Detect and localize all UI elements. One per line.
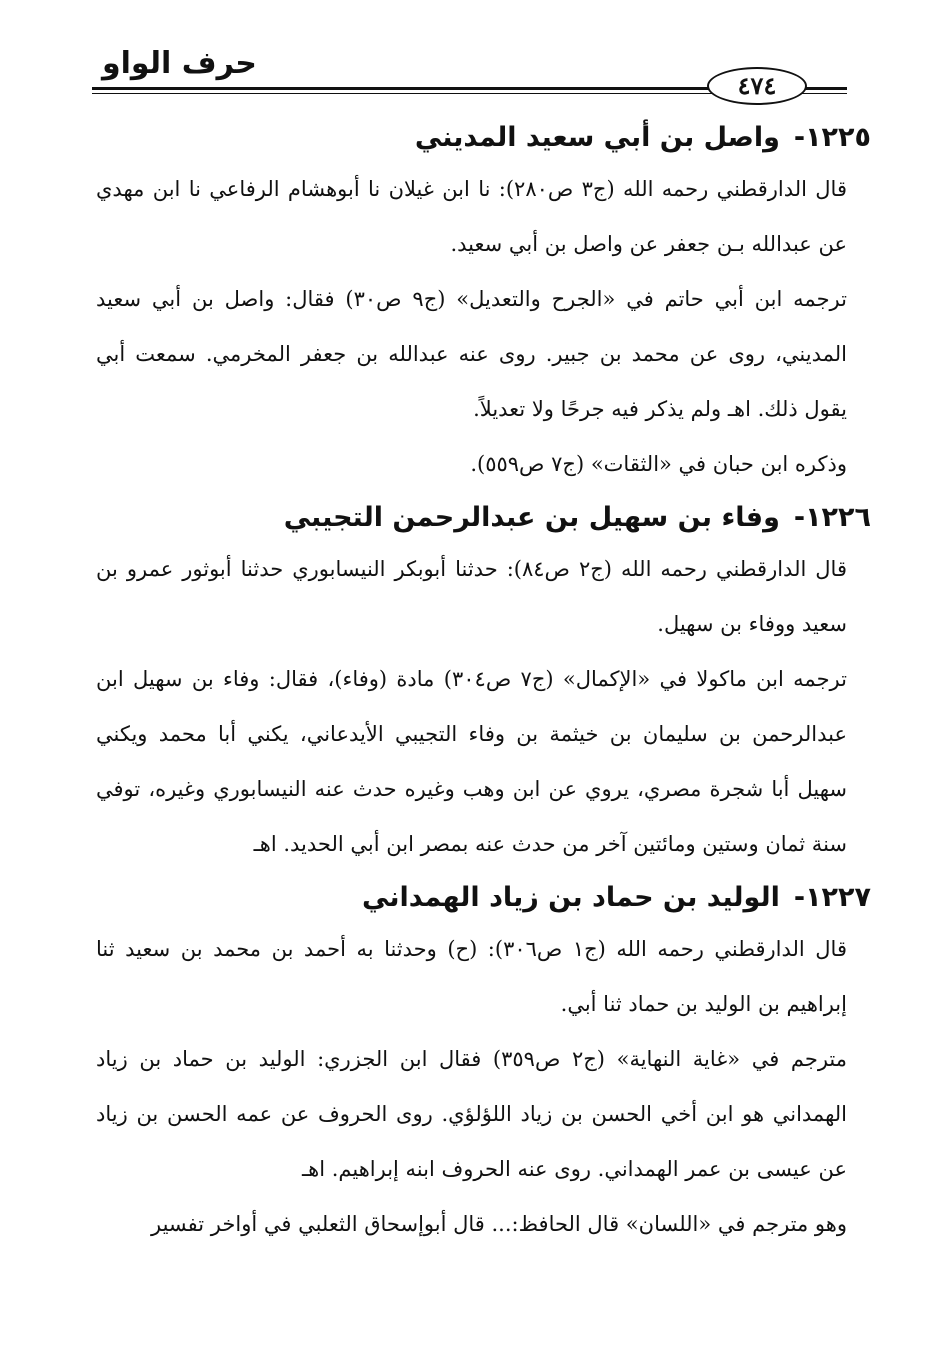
entry-paragraph: قال الدارقطني رحمه الله (ج٢ ص٨٤): حدثنا أبوبكر النيسابوري حدثنا أبوثور عمرو بن سعيد ووفاء بن سهيل. [96, 557, 847, 636]
entry-paragraph: ترجمه ابن ماكولا في «الإكمال» (ج٧ ص٣٠٤) مادة (وفاء)، فقال: وفاء بن سهيل ابن عبدالرحمن بن سليمان بن خيثمة بن وفاء التجيبي الأيدعاني، يكني أبا محمد ويكني سهيل أبا شجرة مصري، يروي عن ابن وهب وغيره حدث عنه النيسابوري وغيره، توفي سنة ثمان وستين ومائتين آخر من حدث عنه بمصر ابن أبي الحديد. اهـ [96, 667, 847, 856]
entry-number: ١٢٢٥- [793, 122, 871, 153]
entry-paragraph: قال الدارقطني رحمه الله (ج٣ ص٢٨٠): نا ابن غيلان نا أبوهشام الرفاعي نا ابن مهدي عن عبدالله بـن جعفر عن واصل بن أبي سعيد. [96, 177, 847, 256]
entry-name: الوليد بن حماد بن زياد الهمداني [362, 882, 780, 913]
running-header [92, 42, 847, 100]
page-body [96, 118, 871, 1252]
entry-paragraph: مترجم في «غاية النهاية» (ج٢ ص٣٥٩) فقال ابن الجزري: الوليد بن حماد بن زياد الهمداني هو ابن أخي الحسن بن زياد اللؤلؤي. روى الحروف عن عمه الحسن بن زياد عن عيسى بن عمر الهمداني. روى عنه الحروف ابنه إبراهيم. اهـ [96, 1047, 848, 1181]
entry-heading [96, 498, 871, 542]
chapter-title: حرف الواو [102, 46, 257, 81]
entry-number: ١٢٢٦- [793, 502, 871, 533]
entry-heading [96, 118, 871, 162]
entry-paragraph: وذكره ابن حبان في «الثقات» (ج٧ ص٥٥٩). [470, 452, 847, 476]
entry-1225 [96, 118, 871, 492]
entry-name: واصل بن أبي سعيد المديني [414, 122, 780, 153]
entry-name: وفاء بن سهيل بن عبدالرحمن التجيبي [283, 502, 780, 533]
entry-1227 [96, 878, 871, 1252]
entry-heading [96, 878, 871, 922]
entry-paragraph: قال الدارقطني رحمه الله (ج١ ص٣٠٦): (ح) وحدثنا به أحمد بن محمد بن سعيد ثنا إبراهيم بن الوليد بن حماد ثنا أبي. [96, 937, 847, 1016]
entry-1226 [96, 498, 871, 872]
page-number: ٤٧٤ [707, 67, 807, 105]
entry-number: ١٢٢٧- [793, 882, 871, 913]
entry-paragraph: ترجمه ابن أبي حاتم في «الجرح والتعديل» (ج٩ ص٣٠) فقال: واصل بن أبي سعيد المديني، روى عن محمد بن جبير. روى عنه عبدالله بن جعفر المخرمي. سمعت أبي يقول ذلك. اهـ ولم يذكر فيه جرحًا ولا تعديلاً. [96, 287, 847, 421]
entry-paragraph: وهو مترجم في «اللسان» قال الحافظ:... قال أبوإسحاق الثعلبي في أواخر تفسير [151, 1212, 847, 1236]
